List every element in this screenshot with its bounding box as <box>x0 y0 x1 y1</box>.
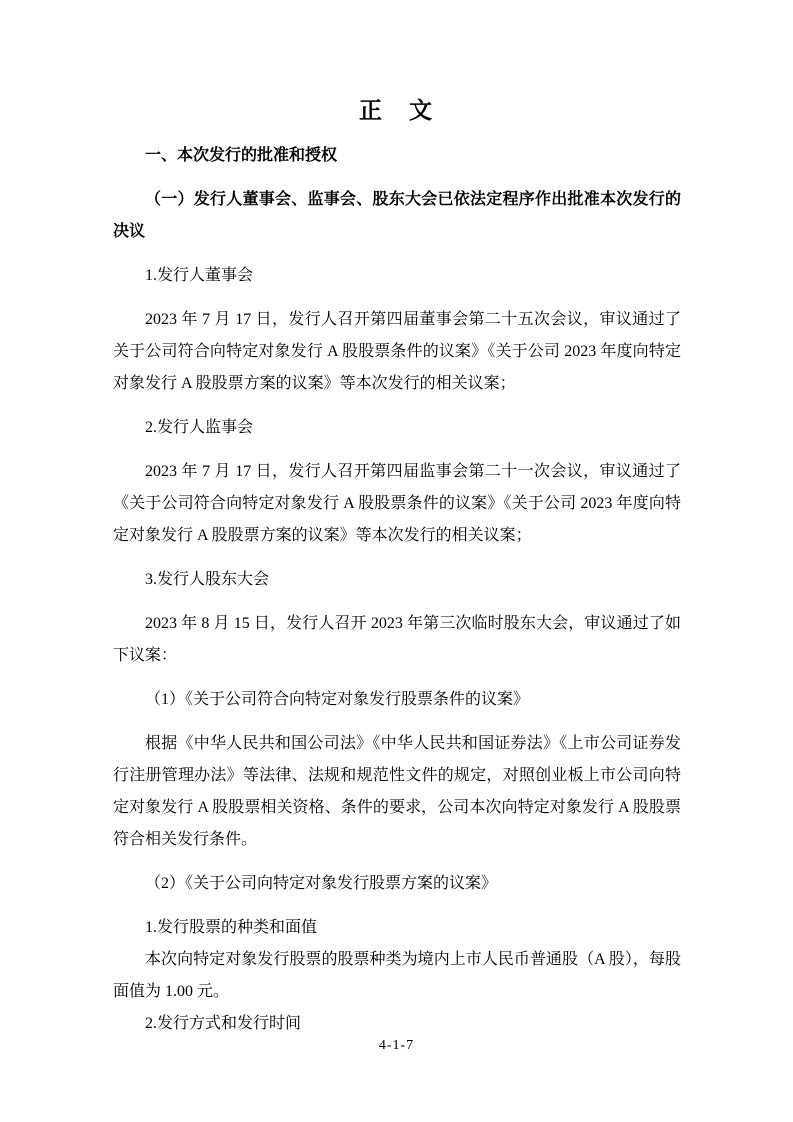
paragraph-board-meeting: 2023 年 7 月 17 日，发行人召开第四届董事会第二十五次会议，审议通过了关于公司符合向特定对象发行 A 股股票条件的议案》《关于公司 2023 年度向特定对象发行 A 股股票方案的议案》等本次发行的相关议案； <box>113 311 681 392</box>
page-title: 正 文 <box>359 98 434 123</box>
paragraph-proposal-1-body: 根据《中华人民共和国公司法》《中华人民共和国证券法》《上市公司证券发行注册管理办法》等法律、法规和规范性文件的规定，对照创业板上市公司向特定对象发行 A 股股票相关资格、条件的要求，公司本次向特定对象发行 A 股股票符合相关发行条件。 <box>113 735 681 848</box>
page-number: 4-1-7 <box>378 1038 415 1053</box>
item-label-board: 1.发行人董事会 <box>145 267 254 284</box>
proposal-1-title: （1）《关于公司符合向特定对象发行股票条件的议案》 <box>145 691 530 708</box>
item-label-issue-method: 2.发行方式和发行时间 <box>145 1015 302 1032</box>
item-label-stock-type: 1.发行股票的种类和面值 <box>145 919 318 936</box>
proposal-2-title: （2）《关于公司向特定对象发行股票方案的议案》 <box>145 875 498 892</box>
paragraph-stock-type-body: 本次向特定对象发行股票的股票种类为境内上市人民币普通股（A 股），每股面值为 1.00 元。 <box>113 951 681 1000</box>
paragraph-supervisors-meeting: 2023 年 7 月 17 日，发行人召开第四届监事会第二十一次会议，审议通过了《关于公司符合向特定对象发行 A 股股票条件的议案》《关于公司 2023 年度向特定对象发行 A 股股票方案的议案》等本次发行的相关议案； <box>113 463 681 544</box>
section-heading: 一、本次发行的批准和授权 <box>145 147 338 164</box>
subsection-heading: （一）发行人董事会、监事会、股东大会已依法定程序作出批准本次发行的决议 <box>113 191 681 240</box>
item-label-supervisors: 2.发行人监事会 <box>145 419 254 436</box>
paragraph-shareholders-meeting: 2023 年 8 月 15 日，发行人召开 2023 年第三次临时股东大会，审议通过了如下议案： <box>113 615 681 664</box>
item-label-shareholders: 3.发行人股东大会 <box>145 571 270 588</box>
document-body <box>113 140 681 1040</box>
